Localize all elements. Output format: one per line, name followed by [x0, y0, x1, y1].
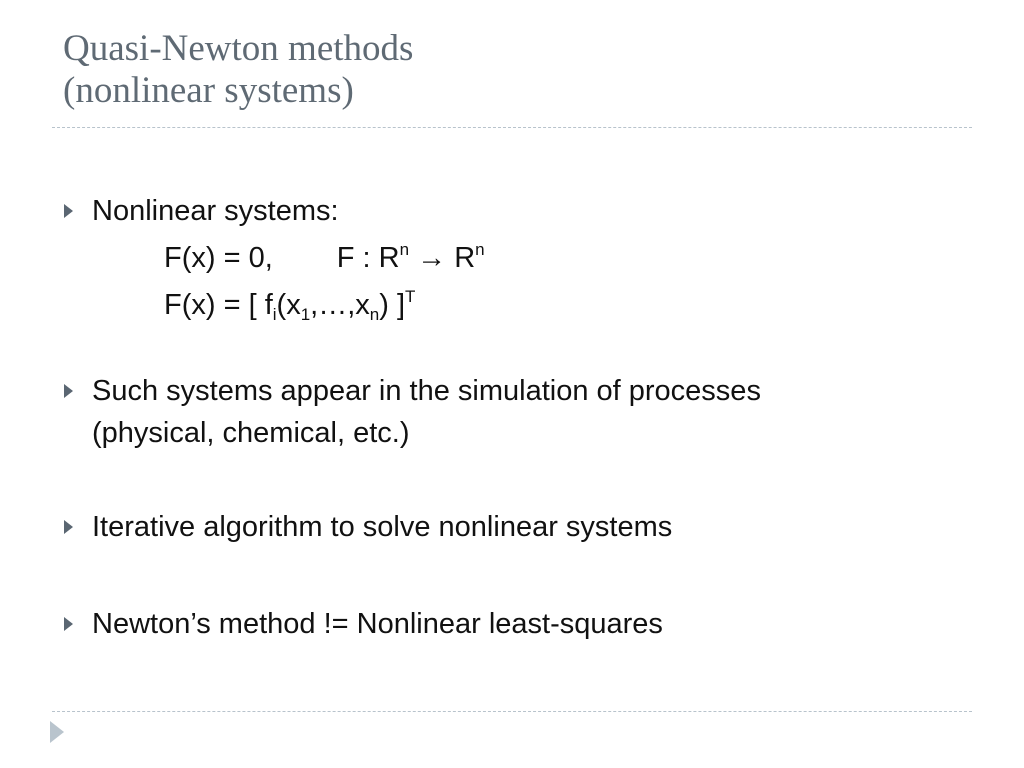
- title-line-1: Quasi-Newton methods: [63, 28, 414, 69]
- formula-equation: [164, 237, 485, 279]
- triangle-right-icon: [64, 384, 73, 398]
- formula-lhs: F(x) = 0,: [164, 242, 273, 274]
- formula-map-domain: F : R: [336, 242, 400, 274]
- footer-divider: [52, 711, 972, 712]
- bullet-text-line-2: (physical, chemical, etc.): [92, 417, 410, 449]
- bullet-text: Iterative algorithm to solve nonlinear systems: [92, 511, 673, 543]
- bullet-text-line-1: Such systems appear in the simulation of processes: [92, 375, 761, 407]
- formula-map-codomain: R: [454, 242, 476, 274]
- formula-end: ) ]: [379, 289, 406, 321]
- formula-paren: (x: [276, 289, 301, 321]
- formula-middle: ,…,x: [310, 289, 370, 321]
- formula-sub-i: i: [272, 305, 277, 324]
- bullet-text: Nonlinear systems:: [92, 195, 339, 227]
- next-slide-icon[interactable]: [50, 721, 64, 743]
- title-line-2: (nonlinear systems): [63, 70, 354, 111]
- formula-sup-n: n: [475, 240, 485, 259]
- triangle-right-icon: [64, 520, 73, 534]
- arrow-icon: →: [417, 242, 447, 274]
- slide-title: [63, 28, 413, 112]
- formula-sub-1: 1: [300, 305, 311, 324]
- bullet-text: [92, 370, 761, 454]
- triangle-right-icon: [64, 204, 73, 218]
- formula-vector: [164, 284, 415, 326]
- triangle-right-icon: [64, 617, 73, 631]
- bullet-text: Newton’s method != Nonlinear least-squares: [92, 608, 663, 640]
- title-divider: [52, 127, 972, 128]
- formula-sup-n: n: [399, 240, 410, 259]
- formula-sup-t: T: [405, 287, 416, 306]
- formula-start: F(x) = [ f: [164, 289, 273, 321]
- formula-sub-n: n: [369, 305, 380, 324]
